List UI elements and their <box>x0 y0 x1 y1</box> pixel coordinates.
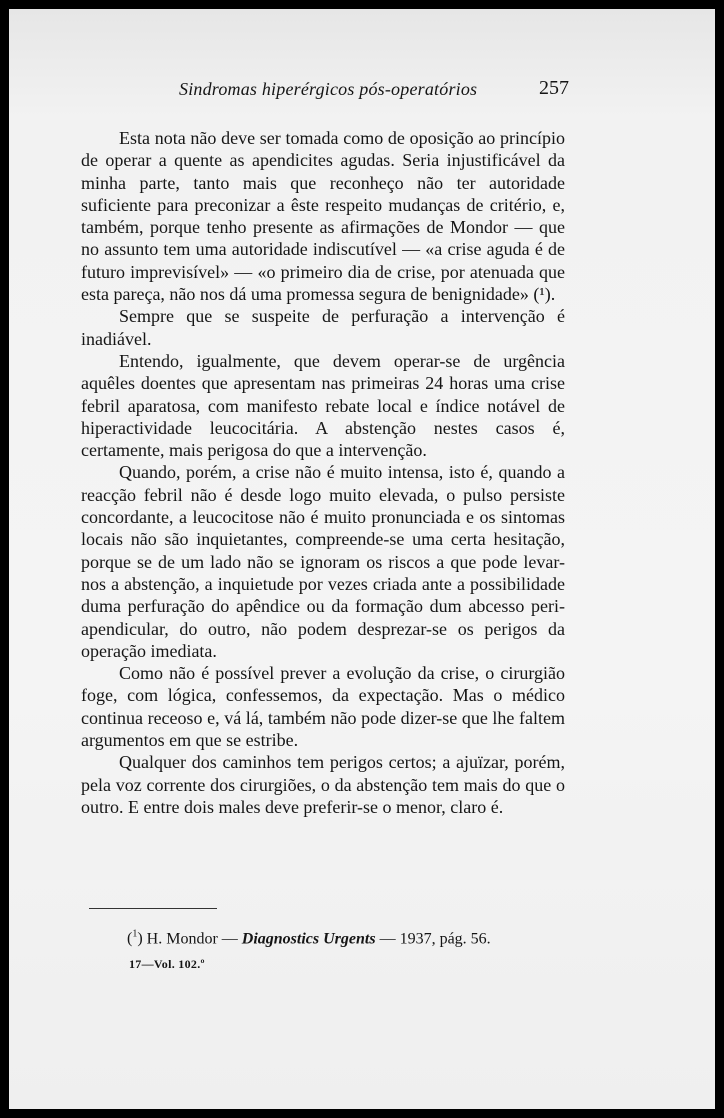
book-page <box>9 9 715 1109</box>
page-number: 257 <box>539 77 569 99</box>
paragraph: Como não é possível prever a evolução da crise, o cirurgião foge, com lógica, confessemos, da expectação. Mas o médico continua receoso e, vá lá, também não pode dizer-se que lhe faltem argumentos em que se estribe. <box>81 663 565 751</box>
footnote-details: 1937, pág. 56. <box>399 930 491 948</box>
paragraph: Entendo, igualmente, que devem operar-se de urgência aquêles doentes que apresentam nas primeiras 24 horas uma crise febril aparatosa, com manifesto rebate local e índice notável de hiperactividade leucocitária. A abstenção nestes casos é, certamente, mais perigosa do que a intervenção. <box>81 350 565 461</box>
paragraph: Quando, porém, a crise não é muito intensa, isto é, quando a reacção febril não é desde logo muito elevada, o pulso persiste concordante, a leucocitose não é muito pronunciada e os sintomas locais não são inquietantes, compreende-se uma certa hesitação, porque se de um lado não se ignoram os riscos a que pode levar-nos a abstenção, a inquietude por vezes criada ante a possibilidade duma perfuração do apêndice ou da formação dum abcesso peri-apendicular, do outro, não podem desprezar-se os perigos da operação imediata. <box>81 462 565 661</box>
footnote-divider <box>89 908 217 909</box>
footnote: ($^1$) H. Mondor — Diagnostics Urgents — 1937, pág. 56. <box>127 929 491 948</box>
printer-signature: 17—Vol. 102.º <box>129 957 205 971</box>
scanned-page <box>9 9 715 1109</box>
footnote-title: Diagnostics Urgents <box>241 930 376 948</box>
running-header <box>109 79 569 105</box>
body-text <box>81 127 565 818</box>
paragraph: Qualquer dos caminhos tem perigos certos; a ajuïzar, porém, pela voz corrente dos cirurgiões, o da abstenção tem mais do que o outro. E entre dois males deve preferir-se o menor, claro é. <box>81 752 565 817</box>
paragraph: Esta nota não deve ser tomada como de oposição ao princípio de operar a quente as apendicites agudas. Seria injustificável da minha parte, tanto mais que reconheço não ter autoridade suficiente para preconizar a êste respeito mudanças de critério, e, também, porque tenho presente as afirmações de Mondor — que no assunto tem uma autoridade indiscutível — «a crise aguda é de futuro imprevisível» — «o primeiro dia de crise, por atenuada que esta pareça, não nos dá uma promessa segura de benignidade» (¹). <box>81 128 565 305</box>
footnote-author: H. Mondor <box>146 930 218 948</box>
footnote-marker: ($^1$) <box>127 929 143 948</box>
running-title: Sindromas hiperérgicos pós-operatórios <box>179 79 478 99</box>
paragraph: Sempre que se suspeite de perfuração a intervenção é inadiável. <box>81 306 565 349</box>
